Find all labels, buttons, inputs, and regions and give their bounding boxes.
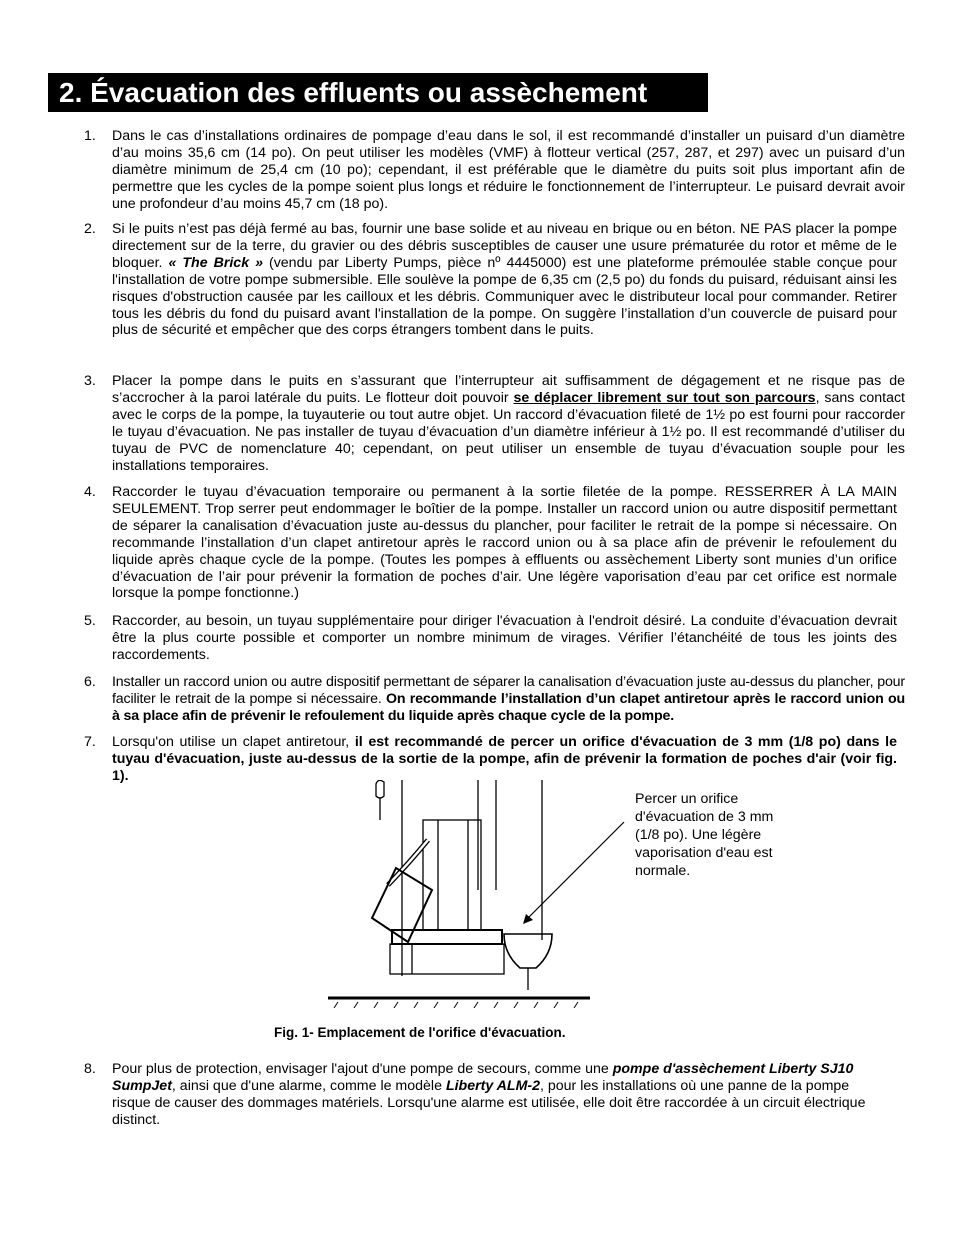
- item-text-part: (vendu par Liberty Pumps, pièce nº 4445000) est une plateforme prémoulée stable conçue pour l'installation de votre pompe submersible. Elle soulève la pompe de 6,35 cm (2,5 po) du fonds du puisard, réduisant ainsi les risques d'obstruction causée par les cailloux et les débris. Communiquer avec le distributeur local pour commander. Retirer tous les débris du fond du puisard avant l'installation de la pompe. On suggère l’installation d’un couvercle de puisard pour plus de sécurité et empêcher que des corps étrangers tombent dans le puits.: [112, 254, 897, 339]
- item-number: 2.: [84, 221, 96, 237]
- item-number: 7.: [84, 734, 96, 750]
- section-title: 2. Évacuation des effluents ou assèchement: [48, 73, 708, 112]
- item-text: [112, 674, 905, 725]
- item-number: 4.: [84, 484, 96, 500]
- item-text: Raccorder le tuyau d’évacuation temporaire ou permanent à la sortie filetée de la pompe. RESSERRER À LA MAIN SEULEMENT. Trop serrer peut endommager le boîtier de la pompe. Installer un raccord union ou autre dispositif permettant de séparer la canalisation d’évacuation juste au-dessus du plancher, pour faciliter le retrait de la pompe si nécessaire. On recommande l’installation d’un clapet antiretour après le raccord union ou à sa place afin de prévenir le refoulement du liquide après chaque cycle de la pompe. (Toutes les pompes à effluents ou assèchement Liberty sont munies d’un orifice d’évacuation de l’air pour prévenir la formation de poches d’air. Une légère vaporisation d’eau par cet orifice est normale lorsque la pompe fonctionne.): [112, 484, 897, 602]
- item-text-part: Si le puits n’est pas déjà fermé au bas, fournir une base solide et au niveau en brique ou en béton. NE PAS placer la pompe directement sur de la terre, du gravier ou des débris susceptibles de causer une usure prématurée du rotor et même de le bloquer.: [112, 221, 897, 271]
- item-text-bold: On recommande l’installation d’un clapet antiretour après le raccord union ou à sa place afin de prévenir le refoulement du liquide après chaque cycle de la pompe.: [112, 690, 905, 724]
- product-name-sumpjet: pompe d'assèchement Liberty SJ10 SumpJet: [112, 1061, 854, 1094]
- brick-product-name: « The Brick »: [168, 254, 263, 271]
- item-number: 1.: [84, 128, 96, 144]
- callout-leader-line: [520, 820, 630, 930]
- item-text-part: Lorsqu'on utilise un clapet antiretour,: [112, 734, 350, 750]
- item-number: 8.: [84, 1061, 96, 1077]
- item-number: 6.: [84, 674, 96, 690]
- item-text-part: , pour les installations où une panne de la pompe risque de causer des dommages matériels. Lorsqu'une alarme est utilisée, elle doit être raccordée à un circuit électrique distinct.: [112, 1077, 866, 1128]
- item-text: [112, 1061, 890, 1129]
- item-text-part: Placer la pompe dans le puits en s’assurant que l’interrupteur ait suffisamment de dégagement et ne risque pas de s’accrocher à la paroi latérale du puits. Le flotteur doit pouvoir: [112, 373, 905, 406]
- item-text-bold: il est recommandé de percer un orifice d'évacuation de 3 mm (1/8 po) dans le tuyau d'évacuation, juste au-dessus de la sortie de la pompe, afin de prévenir la formation de poches d'air (voir fig. 1).: [112, 734, 897, 784]
- item-text: [112, 221, 897, 339]
- product-name-alarm: Liberty ALM-2: [445, 1077, 540, 1094]
- item-text-part: , ainsi que d'une alarme, comme le modèle: [171, 1077, 442, 1094]
- item-text-part: Installer un raccord union ou autre dispositif permettant de séparer la canalisation d’évacuation juste au-dessus du plancher, pour faciliter le retrait de la pompe si nécessaire.: [112, 674, 905, 707]
- item-text: Raccorder, au besoin, un tuyau supplémentaire pour diriger l'évacuation à l'endroit désiré. La conduite d’évacuation devrait être la plus courte possible et comporter un nombre minimum de virages. Vérifier l’étanchéité de tous les joints des raccordements.: [112, 613, 897, 663]
- item-number: 3.: [84, 373, 96, 389]
- figure-caption: Fig. 1- Emplacement de l'orifice d'évacuation.: [274, 1025, 566, 1040]
- item-text-part: Pour plus de protection, envisager l'ajout d'une pompe de secours, comme une: [112, 1061, 609, 1077]
- item-text-part: , sans contact avec le corps de la pompe, la tuyauterie ou tout autre objet. Un raccord d’évacuation fileté de 1½ po est fourni pour raccorder le tuyau d’évacuation. Ne pas installer de tuyau d’évacuation d’un diamètre inférieur à 1½ po. Il est recommandé d’utiliser du tuyau de PVC de nomenclature 40; cependant, on peut utiliser un ensemble de tuyau d’évacuation souple pour les installations temporaires.: [112, 389, 905, 474]
- figure-callout: Percer un orifice d'évacuation de 3 mm (1/8 po). Une légère vaporisation d'eau est normale.: [635, 791, 774, 879]
- emphasis-underline: se déplacer librement sur tout son parcours: [513, 389, 816, 406]
- item-text: [112, 734, 897, 785]
- item-number: 5.: [84, 613, 96, 629]
- item-text: Dans le cas d’installations ordinaires de pompage d’eau dans le sol, il est recommandé d’installer un puisard d’un diamètre d’au moins 35,6 cm (14 po). On peut utiliser les modèles (VMF) à flotteur vertical (257, 287, et 297) avec un puisard d’un diamètre minimum de 25,4 cm (10 po); cependant, il est préférable que le diamètre du puits soit plus important afin de permettre que les cycles de la pompe soient plus longs et réduire le fonctionnement de l’interrupteur. Le puisard devrait avoir une profondeur d’au moins 45,7 cm (18 po).: [112, 128, 905, 212]
- item-text: [112, 373, 905, 474]
